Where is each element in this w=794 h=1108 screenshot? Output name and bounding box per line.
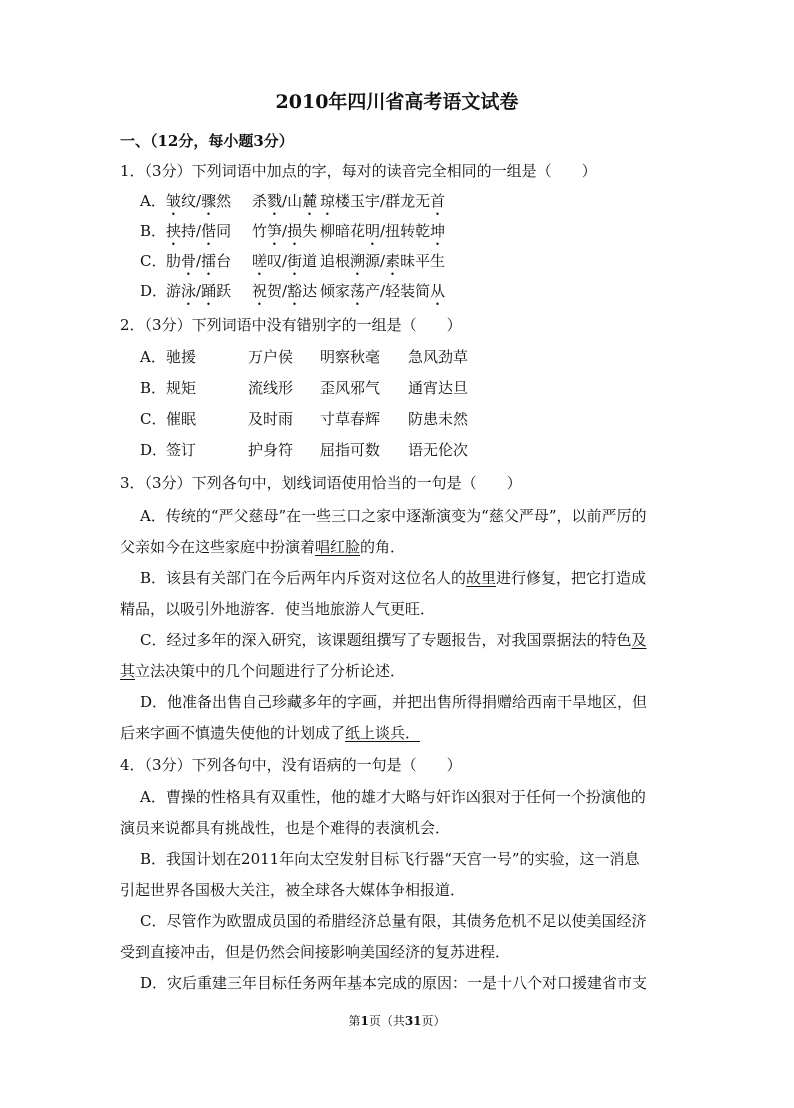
question-1-stem: 1．（3分）下列词语中加点的字，每对的读音完全相同的一组是（ ） [120, 162, 597, 180]
question-3-option-a-line-2: 父亲如今在这些家庭中扮演着唱红脸的角． [120, 538, 406, 556]
question-2-option-b: B．规矩 流线形 歪风邪气 通宵达旦 [140, 379, 469, 397]
question-3-option-b-line-1: B．该县有关部门在今后两年内斥资对这位名人的故里进行修复，把它打造成 [140, 569, 647, 587]
underlined-phrase: 故里 [466, 569, 497, 587]
question-4-option-a-line-2: 演员来说都具有挑战性，也是个难得的表演机会． [120, 819, 451, 837]
question-2-option-d: D．签订 护身符 屈指可数 语无伦次 [140, 441, 469, 459]
page-footer: 第1页（共31页） [348, 1014, 446, 1028]
question-3-option-c-line-2: 其立法决策中的几个问题进行了分析论述． [120, 662, 406, 680]
question-4-option-d-line-1: D．灾后重建三年目标任务两年基本完成的原因：一是十八个对口援建省市支 [140, 974, 648, 992]
question-4-option-c-line-1: C．尽管作为欧盟成员国的希腊经济总量有限，其债务危机不足以使美国经济 [140, 912, 647, 930]
question-2-option-a: A．驰援 万户侯 明察秋毫 急风劲草 [140, 348, 469, 366]
question-3-option-c-line-1: C．经过多年的深入研究，该课题组撰写了专题报告，对我国票据法的特色及 [140, 631, 647, 649]
underlined-phrase: 唱红脸 [315, 538, 361, 556]
question-1-option-c: C．肋骨/擂台 嗟叹/街道 追根溯源/素昧平生 [140, 252, 446, 270]
page-total: 31 [404, 1014, 422, 1028]
question-3-option-a-line-1: A．传统的“严父慈母”在一些三口之家中逐渐演变为“慈父严母”，以前严厉的 [140, 507, 647, 525]
question-3-option-d-line-1: D．他准备出售自己珍藏多年的字画，并把出售所得捐赠给西南干旱地区，但 [140, 693, 648, 711]
question-1-option-d: D．游泳/踊跃 祝贺/豁达 倾家荡产/轻装简从 [140, 282, 446, 300]
underlined-phrase: 其 [120, 662, 136, 680]
question-1-option-a: A．皱纹/骤然 杀戮/山麓 琼楼玉宇/群龙无首 [140, 192, 446, 210]
underlined-phrase: 及 [631, 631, 647, 649]
question-4-option-a-line-1: A．曹操的性格具有双重性，他的雄才大略与奸诈凶狠对于任何一个扮演他的 [140, 788, 646, 806]
question-3-option-b-line-2: 精品，以吸引外地游客．使当地旅游人气更旺． [120, 600, 436, 618]
section-heading: 一、（12分，每小题3分） [120, 132, 294, 150]
question-4-option-b-line-2: 引起世界各国极大关注，被全球各大媒体争相报道． [120, 881, 466, 899]
question-2-option-c: C．催眠 及时雨 寸草春辉 防患未然 [140, 410, 469, 428]
underlined-phrase: 纸上谈兵． [345, 724, 421, 742]
question-1-option-b: B．挟持/偕同 竹笋/损失 柳暗花明/扭转乾坤 [140, 222, 446, 240]
question-3-stem: 3．（3分）下列各句中，划线词语使用恰当的一句是（ ） [120, 474, 522, 492]
page-number: 1 [360, 1014, 369, 1028]
question-2-stem: 2．（3分）下列词语中没有错别字的一组是（ ） [120, 316, 462, 334]
question-3-option-d-line-2: 后来字画不慎遗失使他的计划成了纸上谈兵． [120, 724, 421, 742]
question-4-option-b-line-1: B．我国计划在2011年向太空发射目标飞行器“天宫一号”的实验，这一消息 [140, 850, 640, 868]
exam-title: 2010年四川省高考语文试卷 [275, 91, 519, 113]
question-4-stem: 4．（3分）下列各句中，没有语病的一句是（ ） [120, 756, 462, 774]
question-4-option-c-line-2: 受到直接冲击，但是仍然会间接影响美国经济的复苏进程． [120, 943, 511, 961]
